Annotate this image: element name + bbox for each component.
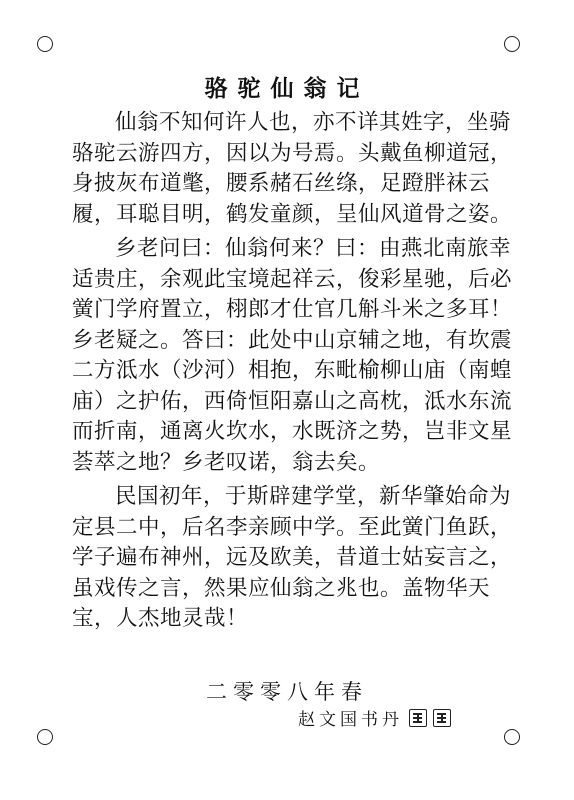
paragraph: 民国初年，于斯辟建学堂，新华肇始命为定县二中，后名李亲顾中学。至此黉门鱼跃，学子遍布神州，远及欧美，昔道士姑妄言之，虽戏传之言，然果应仙翁之兆也。盖物华天宝，人杰地灵哉！ bbox=[72, 484, 513, 631]
punch-hole-icon bbox=[504, 36, 520, 52]
seal-icon bbox=[433, 709, 451, 727]
signature-block bbox=[298, 705, 451, 730]
punch-hole-icon bbox=[37, 729, 53, 745]
date-line: 二零零八年春 bbox=[206, 680, 368, 704]
document-title: 骆驼仙翁记 bbox=[204, 75, 370, 102]
punch-hole-icon bbox=[37, 36, 53, 52]
punch-hole-icon bbox=[504, 729, 520, 745]
signature: 赵文国书丹 bbox=[298, 710, 403, 730]
document-body bbox=[72, 108, 512, 639]
paragraph: 乡老问曰：仙翁何来？曰：由燕北南旅幸适贵庄，余观此宝境起祥云，俊彩星驰，后必黉门学府置立，栩郎才仕官几斛斗米之多耳！乡老疑之。答曰：此处中山京辅之地，有坎震二方泜水（沙河）相抱，东毗榆柳山庙（南蝗庙）之护佑，西倚恒阳嘉山之高枕，泜水东流而折南，通离火坎水，水既济之势，岂非文星荟萃之地？乡老叹诺，翁去矣。 bbox=[72, 236, 513, 475]
paragraph: 仙翁不知何许人也，亦不详其姓字，坐骑骆驼云游四方，因以为号焉。头戴鱼柳道冠，身披灰布道氅，腰系赭石丝绦，足蹬胖袜云履，耳聪目明，鹤发童颜，呈仙风道骨之姿。 bbox=[72, 110, 513, 227]
seal-icon bbox=[409, 709, 427, 727]
